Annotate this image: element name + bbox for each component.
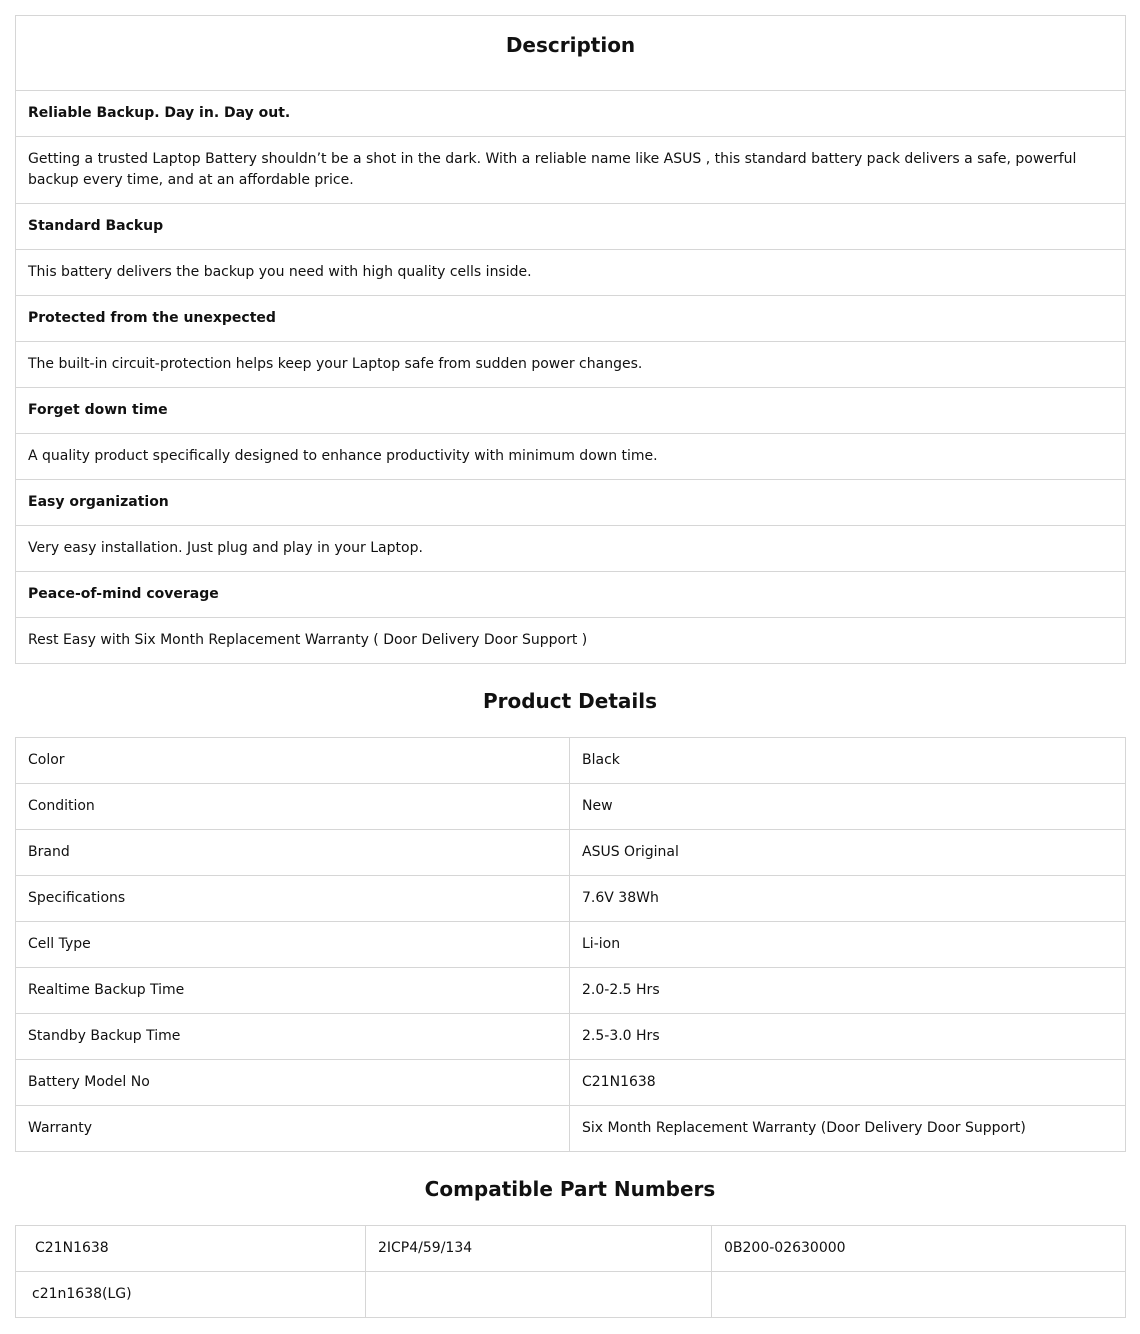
detail-label: Condition [16,784,570,830]
detail-label: Realtime Backup Time [16,968,570,1014]
description-heading-row [16,91,1126,137]
detail-value: 7.6V 38Wh [570,876,1126,922]
table-row [16,738,1126,784]
table-row [16,922,1126,968]
table-row [16,784,1126,830]
detail-label: Brand [16,830,570,876]
description-heading: Reliable Backup. Day in. Day out. [16,91,1126,137]
detail-value: 2.5-3.0 Hrs [570,1014,1126,1060]
description-heading-row [16,480,1126,526]
description-heading-row [16,388,1126,434]
detail-value: 2.0-2.5 Hrs [570,968,1126,1014]
description-text-row [16,526,1126,572]
description-title-row [16,16,1126,91]
description-title: Description [16,16,1126,91]
description-heading-row [16,296,1126,342]
table-row [16,830,1126,876]
description-text: This battery delivers the backup you need with high quality cells inside. [16,250,1126,296]
description-text-row [16,137,1126,204]
detail-value: Six Month Replacement Warranty (Door Delivery Door Support) [570,1106,1126,1152]
part-number-cell: 0B200-02630000 [712,1226,1126,1272]
compatible-parts-title: Compatible Part Numbers [424,1177,716,1201]
table-row [16,1014,1126,1060]
description-text-row [16,434,1126,480]
product-details-table [15,737,1126,1152]
detail-value: ASUS Original [570,830,1126,876]
detail-label: Cell Type [16,922,570,968]
description-text: Rest Easy with Six Month Replacement Warranty ( Door Delivery Door Support ) [16,618,1126,664]
detail-value: Li-ion [570,922,1126,968]
description-heading: Peace-of-mind coverage [16,572,1126,618]
description-text: The built-in circuit-protection helps keep your Laptop safe from sudden power changes. [16,342,1126,388]
table-row [16,1060,1126,1106]
table-row [16,1226,1126,1272]
table-row [16,1106,1126,1152]
detail-label: Standby Backup Time [16,1014,570,1060]
description-heading: Easy organization [16,480,1126,526]
compatible-parts-table [15,1225,1126,1318]
description-heading: Protected from the unexpected [16,296,1126,342]
detail-value: Black [570,738,1126,784]
part-number-cell [712,1272,1126,1318]
table-row [16,876,1126,922]
description-text-row [16,342,1126,388]
part-number-cell [366,1272,712,1318]
part-number-cell: C21N1638 [16,1226,366,1272]
description-table [15,15,1126,664]
description-heading: Standard Backup [16,204,1126,250]
description-text: A quality product specifically designed to enhance productivity with minimum down time. [16,434,1126,480]
description-text: Getting a trusted Laptop Battery shouldn’t be a shot in the dark. With a reliable name like ASUS , this standard battery pack delivers a safe, powerful backup every time, and at an affordable price. [16,137,1126,204]
description-heading-row [16,204,1126,250]
part-number-cell: c21n1638(LG) [16,1272,366,1318]
description-text-row [16,618,1126,664]
detail-label: Warranty [16,1106,570,1152]
detail-label: Color [16,738,570,784]
product-details-title: Product Details [482,689,658,713]
table-row [16,968,1126,1014]
detail-label: Specifications [16,876,570,922]
description-text: Very easy installation. Just plug and play in your Laptop. [16,526,1126,572]
detail-value: New [570,784,1126,830]
description-heading: Forget down time [16,388,1126,434]
detail-label: Battery Model No [16,1060,570,1106]
detail-value: C21N1638 [570,1060,1126,1106]
description-heading-row [16,572,1126,618]
part-number-cell: 2ICP4/59/134 [366,1226,712,1272]
description-text-row [16,250,1126,296]
table-row [16,1272,1126,1318]
